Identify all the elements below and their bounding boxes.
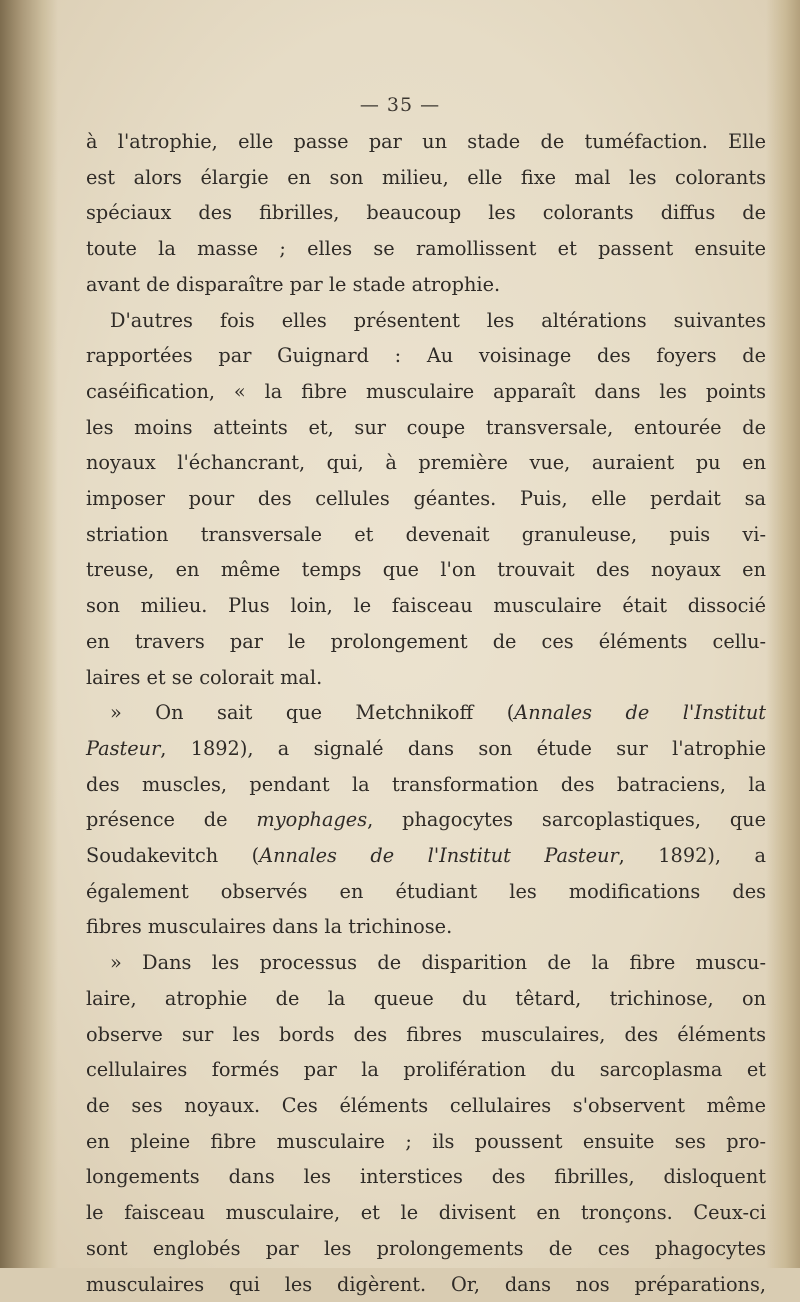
text-line: musculaires qui les digèrent. Or, dans nos préparations, bbox=[86, 1267, 766, 1302]
text-line: fibres musculaires dans la trichinose. bbox=[86, 909, 766, 945]
text-line: » On sait que Metchnikoff (Annales de l'Institut bbox=[86, 695, 766, 731]
text-line: » Dans les processus de disparition de la fibre muscu- bbox=[86, 945, 766, 981]
text-line: striation transversale et devenait granuleuse, puis vi- bbox=[86, 517, 766, 553]
text-line: Soudakevitch (Annales de l'Institut Pasteur, 1892), a bbox=[86, 838, 766, 874]
page-number: — 35 — bbox=[0, 94, 800, 116]
text-line: observe sur les bords des fibres musculaires, des éléments bbox=[86, 1017, 766, 1053]
text-line: noyaux l'échancrant, qui, à première vue, auraient pu en bbox=[86, 445, 766, 481]
text-line: caséification, « la fibre musculaire apparaît dans les points bbox=[86, 374, 766, 410]
text-line: longements dans les interstices des fibrilles, disloquent bbox=[86, 1159, 766, 1195]
body-text bbox=[86, 124, 766, 1302]
text-line: rapportées par Guignard : Au voisinage des foyers de bbox=[86, 338, 766, 374]
text-line: spéciaux des fibrilles, beaucoup les colorants diffus de bbox=[86, 195, 766, 231]
text-line: à l'atrophie, elle passe par un stade de tuméfaction. Elle bbox=[86, 124, 766, 160]
text-line: laire, atrophie de la queue du têtard, trichinose, on bbox=[86, 981, 766, 1017]
text-line: son milieu. Plus loin, le faisceau musculaire était dissocié bbox=[86, 588, 766, 624]
text-line: Pasteur, 1892), a signalé dans son étude sur l'atrophie bbox=[86, 731, 766, 767]
text-line: cellulaires formés par la prolifération du sarcoplasma et bbox=[86, 1052, 766, 1088]
text-line: toute la masse ; elles se ramollissent et passent ensuite bbox=[86, 231, 766, 267]
text-line: en travers par le prolongement de ces éléments cellu- bbox=[86, 624, 766, 660]
text-line: en pleine fibre musculaire ; ils poussent ensuite ses pro- bbox=[86, 1124, 766, 1160]
page-edge-shadow bbox=[766, 0, 800, 1268]
page-binding-shadow bbox=[0, 0, 58, 1268]
text-line: imposer pour des cellules géantes. Puis, elle perdait sa bbox=[86, 481, 766, 517]
text-line: laires et se colorait mal. bbox=[86, 660, 766, 696]
text-line: présence de myophages, phagocytes sarcoplastiques, que bbox=[86, 802, 766, 838]
text-line: le faisceau musculaire, et le divisent en tronçons. Ceux-ci bbox=[86, 1195, 766, 1231]
text-line: treuse, en même temps que l'on trouvait des noyaux en bbox=[86, 552, 766, 588]
text-line: des muscles, pendant la transformation des batraciens, la bbox=[86, 767, 766, 803]
text-line: avant de disparaître par le stade atrophie. bbox=[86, 267, 766, 303]
text-line: est alors élargie en son milieu, elle fixe mal les colorants bbox=[86, 160, 766, 196]
text-line: également observés en étudiant les modifications des bbox=[86, 874, 766, 910]
text-line: D'autres fois elles présentent les altérations suivantes bbox=[86, 303, 766, 339]
text-line: les moins atteints et, sur coupe transversale, entourée de bbox=[86, 410, 766, 446]
text-line: de ses noyaux. Ces éléments cellulaires s'observent même bbox=[86, 1088, 766, 1124]
text-line: sont englobés par les prolongements de ces phagocytes bbox=[86, 1231, 766, 1267]
